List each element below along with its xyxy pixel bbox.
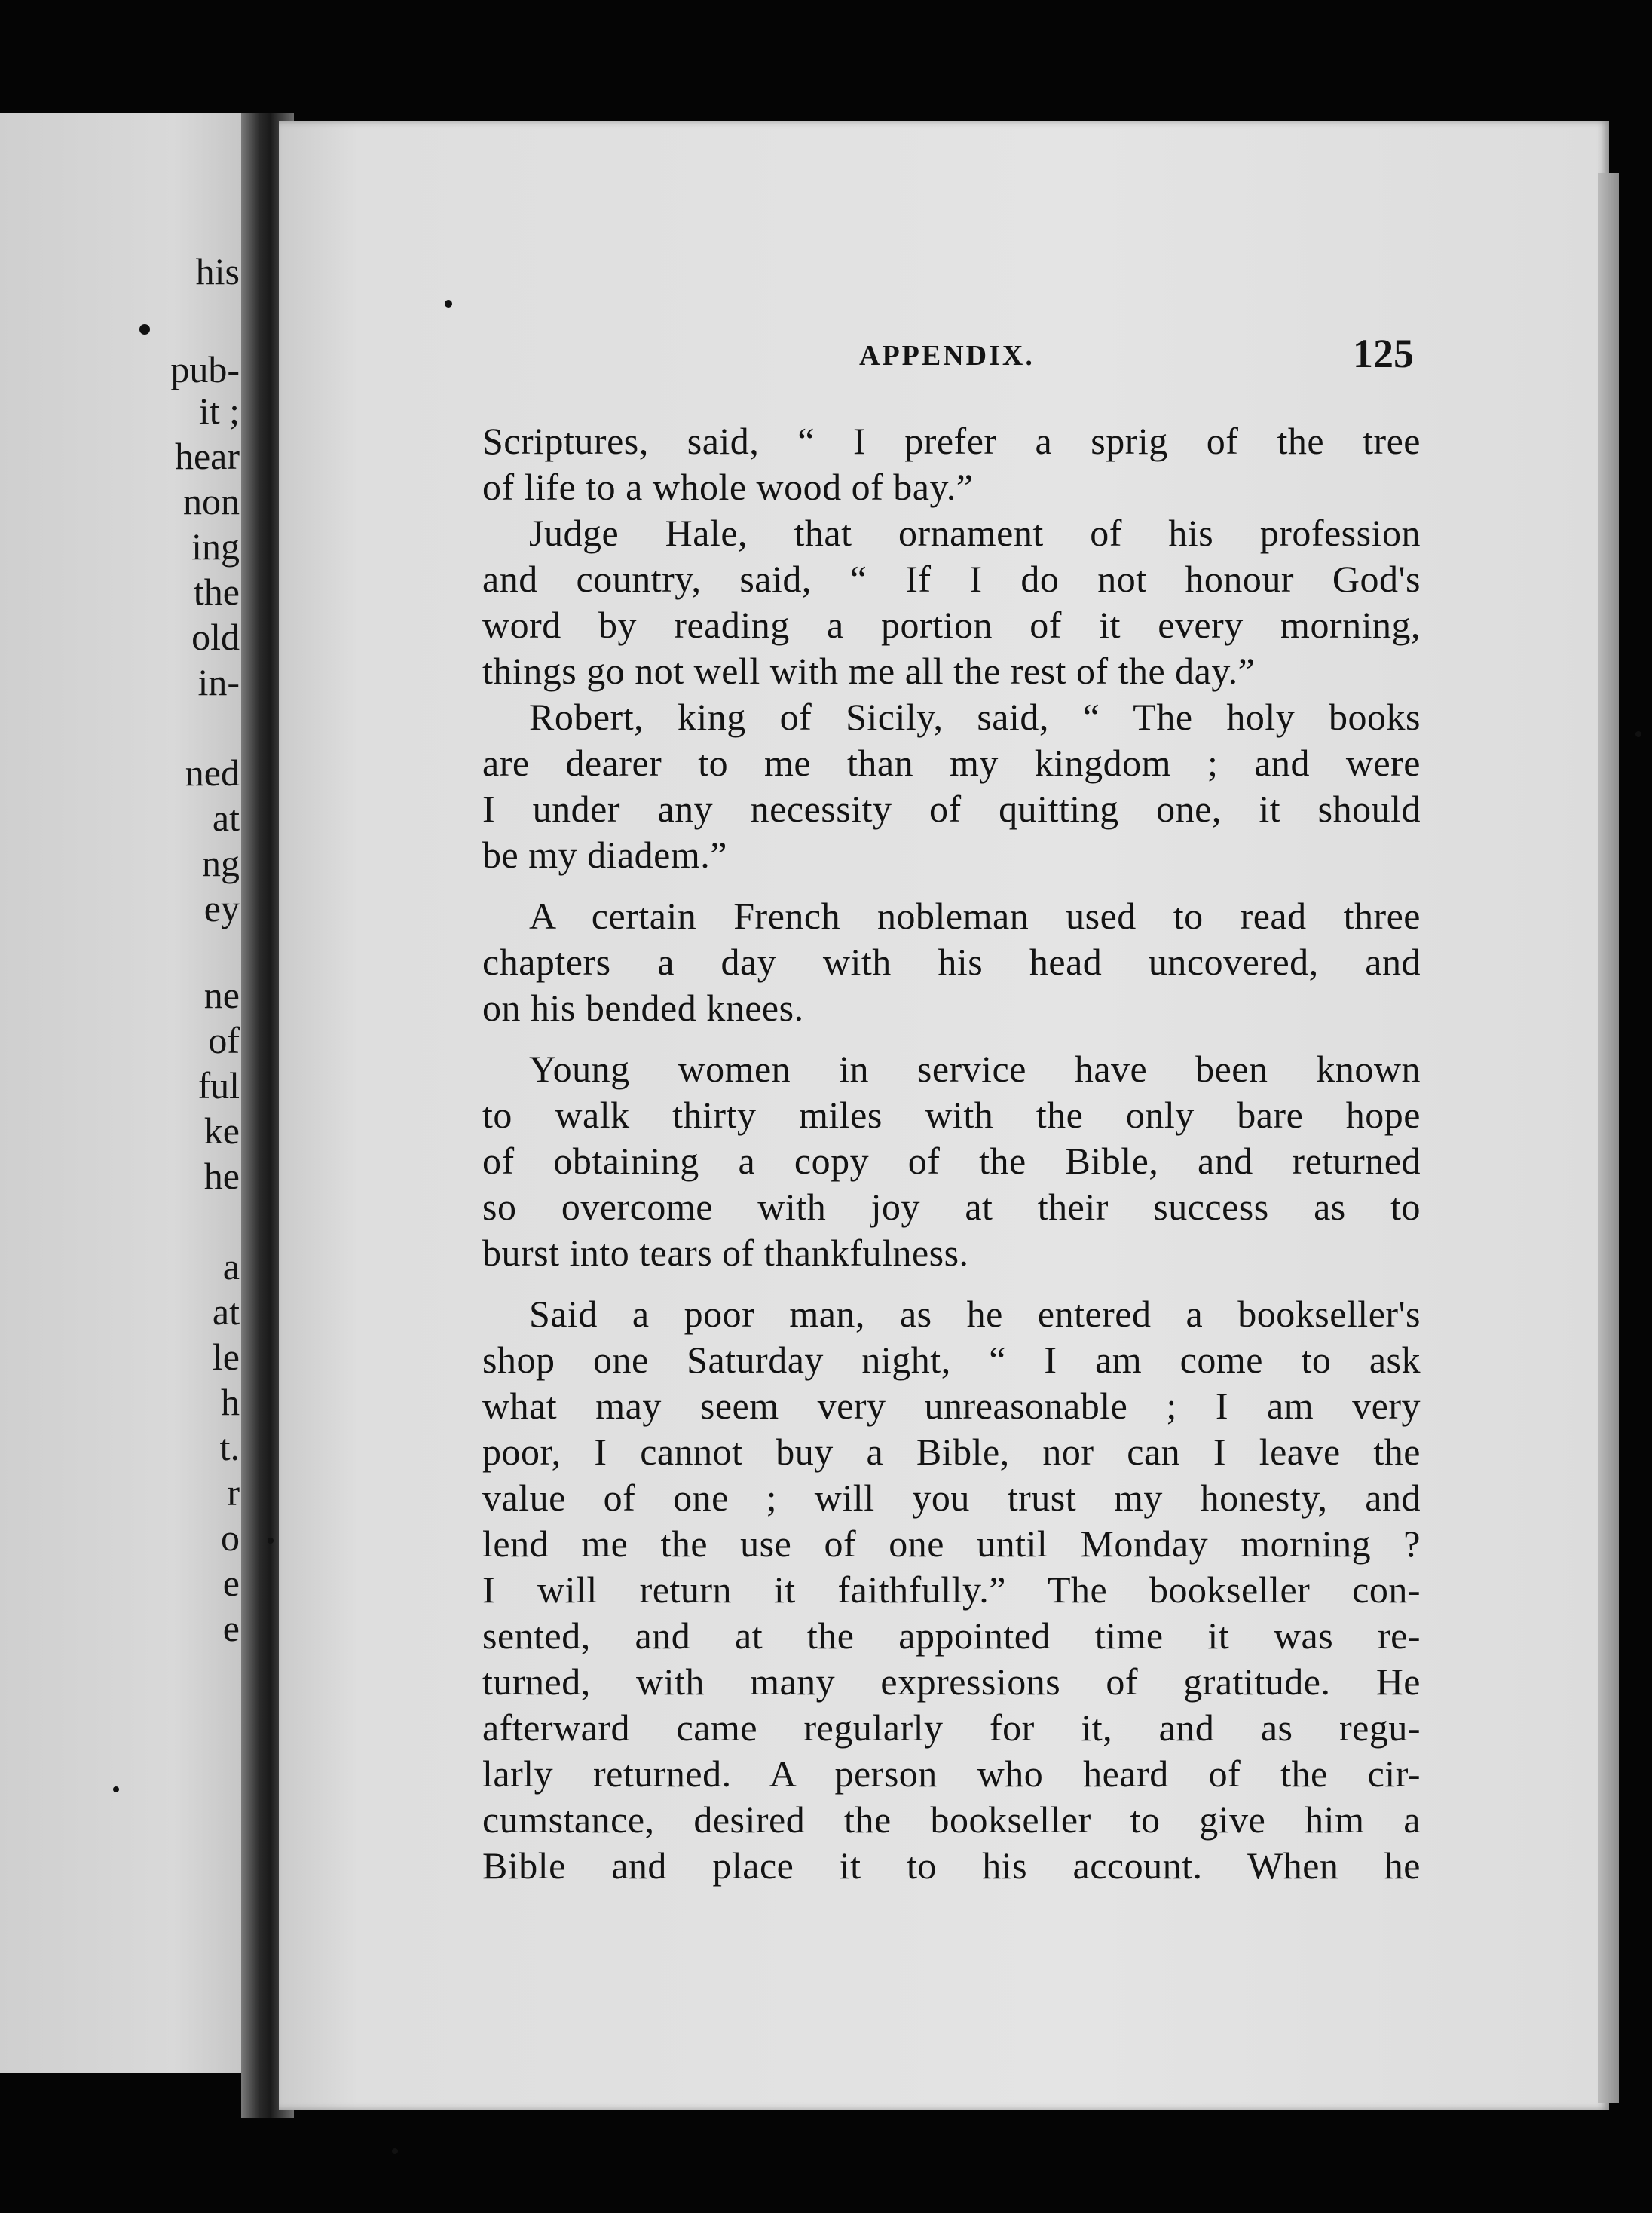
text-line: on his bended knees. <box>482 987 804 1029</box>
text-line: shop one Saturday night, “ I am come to ask <box>482 1339 1421 1381</box>
previous-page-fragment <box>0 113 249 2073</box>
text-line: larly returned. A person who heard of the cir- <box>482 1752 1421 1795</box>
paragraph <box>482 1046 1421 1276</box>
left-page-fragment: ey <box>203 887 240 929</box>
text-line: A certain French nobleman used to read three <box>529 895 1421 937</box>
paragraph <box>482 510 1421 694</box>
text-line: word by reading a portion of it every morning, <box>482 604 1421 646</box>
text-line: lend me the use of one until Monday morning ? <box>482 1523 1421 1565</box>
scan-speck <box>1635 731 1641 737</box>
text-line: turned, with many expressions of gratitude. He <box>482 1661 1421 1703</box>
left-page-fragment: at <box>212 1290 240 1333</box>
left-page-fragment: his <box>195 250 240 292</box>
left-page-fragment: hear <box>174 435 240 477</box>
left-page-fragment: t. <box>219 1426 240 1468</box>
scan-speck <box>139 324 150 335</box>
left-page-fragment: ing <box>191 525 240 568</box>
left-page-fragment: at <box>212 797 240 839</box>
text-line: cumstance, desired the bookseller to give him a <box>482 1798 1421 1841</box>
text-line: Young women in service have been known <box>529 1048 1421 1090</box>
text-line: poor, I cannot buy a Bible, nor can I leave the <box>482 1431 1421 1473</box>
left-page-fragment: non <box>183 480 240 522</box>
text-line: and country, said, “ If I do not honour God's <box>482 558 1421 600</box>
left-page-fragment: pub- <box>170 348 240 390</box>
text-line: what may seem very unreasonable ; I am very <box>482 1385 1421 1427</box>
left-page-fragment: ne <box>203 974 240 1016</box>
text-line: sented, and at the appointed time it was re- <box>482 1615 1421 1657</box>
paragraph <box>482 694 1421 878</box>
left-page-fragment: ke <box>203 1110 240 1152</box>
paragraph-gap <box>482 878 1421 893</box>
text-line: be my diadem.” <box>482 834 727 876</box>
paragraph-gap <box>482 1031 1421 1046</box>
paragraph <box>482 893 1421 1031</box>
text-line: of obtaining a copy of the Bible, and returned <box>482 1140 1421 1182</box>
left-page-fragment: h <box>221 1381 240 1423</box>
page-body-text <box>482 418 1421 1889</box>
text-line: things go not well with me all the rest of the day.” <box>482 650 1256 692</box>
paragraph <box>482 418 1421 510</box>
scan-speck <box>392 2148 398 2154</box>
text-line: I will return it faithfully.” The bookseller con- <box>482 1569 1421 1611</box>
left-page-fragment: le <box>212 1336 240 1378</box>
left-page-fragment: a <box>222 1245 240 1287</box>
running-head: APPENDIX. <box>859 340 1035 372</box>
left-page-fragment: ned <box>185 751 240 794</box>
scan-speck <box>445 300 452 308</box>
page-number: 125 <box>1353 331 1414 376</box>
left-page-fragment: ful <box>197 1064 240 1106</box>
text-line: Judge Hale, that ornament of his profession <box>529 512 1421 554</box>
page-edge <box>1598 173 1619 2103</box>
text-line: to walk thirty miles with the only bare hope <box>482 1094 1421 1136</box>
text-line: value of one ; will you trust my honesty, and <box>482 1477 1421 1519</box>
left-page-fragment: it ; <box>198 390 240 432</box>
text-line: I under any necessity of quitting one, it should <box>482 788 1421 830</box>
text-line: burst into tears of thankfulness. <box>482 1232 969 1274</box>
paragraph <box>482 1291 1421 1889</box>
text-line: chapters a day with his head uncovered, and <box>482 941 1421 983</box>
left-page-fragment: of <box>208 1019 240 1061</box>
left-page-fragment: e <box>222 1562 240 1604</box>
text-line: are dearer to me than my kingdom ; and were <box>482 742 1421 784</box>
text-line: Bible and place it to his account. When he <box>482 1844 1421 1887</box>
left-page-fragment: ng <box>202 842 240 884</box>
text-line: Robert, king of Sicily, said, “ The holy books <box>529 696 1421 738</box>
scan-speck <box>268 1538 274 1544</box>
scan-speck <box>113 1786 119 1792</box>
left-page-fragment: e <box>222 1607 240 1649</box>
left-page-fragment: in- <box>197 661 240 703</box>
text-line: Scriptures, said, “ I prefer a sprig of the tree <box>482 420 1421 462</box>
left-page-fragment: the <box>193 571 240 613</box>
text-line: so overcome with joy at their success as to <box>482 1186 1421 1228</box>
left-page-fragment: r <box>227 1471 240 1514</box>
left-page-fragment: he <box>203 1155 240 1197</box>
left-page-fragment: old <box>191 616 240 658</box>
text-line: afterward came regularly for it, and as regu- <box>482 1706 1421 1749</box>
left-page-fragment: o <box>221 1517 240 1559</box>
paragraph-gap <box>482 1276 1421 1291</box>
text-line: of life to a whole wood of bay.” <box>482 466 974 508</box>
text-line: Said a poor man, as he entered a bookseller's <box>529 1293 1421 1335</box>
